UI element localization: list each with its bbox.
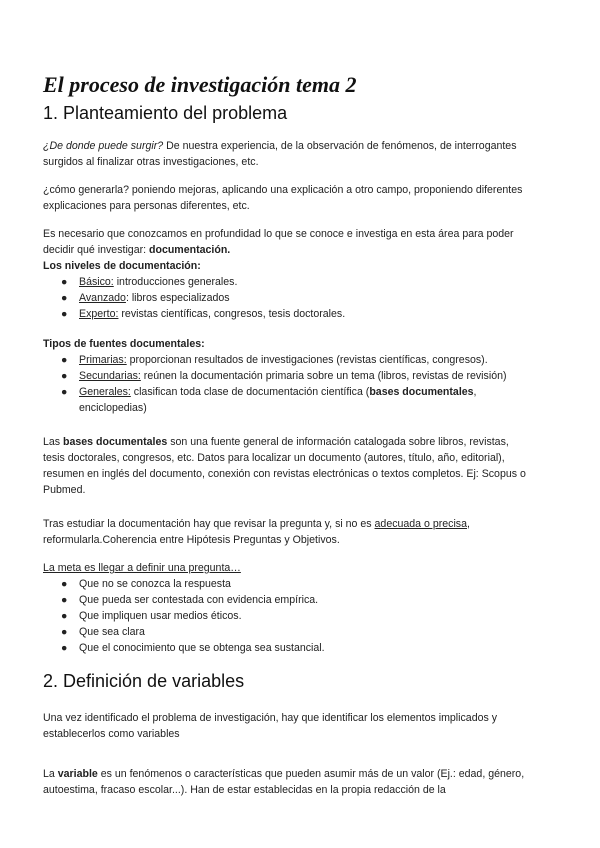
sources-heading: Tipos de fuentes documentales: bbox=[43, 338, 205, 350]
goal-text: Que pueda ser contestada con evidencia empírica. bbox=[79, 594, 319, 606]
documentation-keyword: documentación. bbox=[149, 244, 231, 256]
levels-list bbox=[43, 274, 533, 322]
goal-text: Que el conocimiento que se obtenga sea sustancial. bbox=[79, 642, 325, 654]
section-2-heading: 2. Definición de variables bbox=[43, 671, 245, 691]
document-title: El proceso de investigación tema 2 bbox=[43, 72, 357, 97]
section-1-heading: 1. Planteamiento del problema bbox=[43, 103, 288, 123]
origin-question: ¿De donde puede surgir? bbox=[43, 140, 164, 152]
databases-keyword: bases documentales bbox=[63, 436, 168, 448]
source-text: reúnen la documentación primaria sobre un tema (libros, revistas de revisión) bbox=[140, 370, 507, 382]
documentation-text: Es necesario que conozcamos en profundidad lo que se conoce e investiga en esta área para poder decidir qué investigar: bbox=[43, 228, 514, 256]
paragraph-generate: ¿cómo generarla? poniendo mejoras, aplicando una explicación a otro campo, proponiendo diferentes explicaciones para personas diferentes, etc. bbox=[43, 184, 523, 212]
source-text: proporcionan resultados de investigaciones (revistas científicas, congresos). bbox=[126, 354, 488, 366]
document-page bbox=[43, 72, 533, 798]
goals-list bbox=[43, 576, 533, 656]
paragraph-review bbox=[43, 516, 533, 548]
paragraph-databases bbox=[43, 434, 533, 498]
list-item bbox=[43, 608, 533, 624]
origin-text: De nuestra experiencia, de la observación de fenómenos, de interrogantes surgidos al finalizar otras investigaciones, etc. bbox=[43, 140, 517, 168]
databases-text: son una fuente general de información catalogada sobre libros, revistas, tesis doctorales, congresos, etc. Datos para localizar un documento (autores, título, año, editorial), resumen en inglés del documento, conexión con revistas electrónicas o textos completos. Ej: Scopus o Pubmed. bbox=[43, 436, 526, 496]
bullet-icon: ● bbox=[61, 276, 68, 288]
list-item bbox=[43, 368, 533, 384]
list-item bbox=[43, 576, 533, 592]
list-item bbox=[43, 640, 533, 656]
goal-heading: La meta es llegar a definir una pregunta… bbox=[43, 562, 241, 574]
level-text: : libros especializados bbox=[125, 292, 230, 304]
goal-text: Que no se conozca la respuesta bbox=[79, 578, 231, 590]
bullet-icon: ● bbox=[61, 578, 68, 590]
list-item bbox=[43, 306, 533, 322]
paragraph-origin bbox=[43, 138, 533, 170]
review-underlined: adecuada o precisa bbox=[374, 518, 467, 530]
level-label: Avanzado bbox=[79, 292, 126, 304]
list-item bbox=[43, 352, 533, 368]
bullet-icon: ● bbox=[61, 610, 68, 622]
list-item bbox=[43, 384, 533, 416]
bullet-icon: ● bbox=[61, 370, 68, 382]
source-label: Secundarias: bbox=[79, 370, 141, 382]
bullet-icon: ● bbox=[61, 626, 68, 638]
review-tail: , reformularla.Coherencia entre Hipótesis Preguntas y Objetivos. bbox=[43, 518, 470, 546]
sources-list bbox=[43, 352, 533, 416]
bullet-icon: ● bbox=[61, 354, 68, 366]
paragraph-documentation bbox=[43, 226, 533, 258]
bullet-icon: ● bbox=[61, 594, 68, 606]
list-item bbox=[43, 624, 533, 640]
source-bold: bases documentales bbox=[369, 386, 474, 398]
variable-keyword: variable bbox=[57, 768, 98, 780]
level-label: Experto: bbox=[79, 308, 119, 320]
bullet-icon: ● bbox=[61, 642, 68, 654]
list-item bbox=[43, 290, 533, 306]
bullet-icon: ● bbox=[61, 386, 68, 398]
goal-text: Que impliquen usar medios éticos. bbox=[79, 610, 242, 622]
source-label: Primarias: bbox=[79, 354, 127, 366]
source-tail: , enciclopedias) bbox=[79, 386, 477, 414]
level-text: introducciones generales. bbox=[113, 276, 238, 288]
goal-text: Que sea clara bbox=[79, 626, 145, 638]
level-text: revistas científicas, congresos, tesis doctorales. bbox=[118, 308, 346, 320]
review-text: Tras estudiar la documentación hay que revisar la pregunta y, si no es bbox=[43, 518, 375, 530]
source-text: clasifican toda clase de documentación científica ( bbox=[130, 386, 370, 398]
bullet-icon: ● bbox=[61, 308, 68, 320]
levels-heading: Los niveles de documentación: bbox=[43, 260, 201, 272]
paragraph-variables-intro: Una vez identificado el problema de investigación, hay que identificar los elementos implicados y establecerlos como variables bbox=[43, 712, 498, 740]
databases-intro: Las bbox=[43, 436, 64, 448]
source-label: Generales: bbox=[79, 386, 131, 398]
bullet-icon: ● bbox=[61, 292, 68, 304]
paragraph-variable-definition bbox=[43, 766, 533, 798]
variable-intro: La bbox=[43, 768, 58, 780]
list-item bbox=[43, 592, 533, 608]
list-item bbox=[43, 274, 533, 290]
variable-text: es un fenómenos o características que pueden asumir más de un valor (Ej.: edad, género, autoestima, fracaso escolar...). Han de estar establecidas en la propia redacción de la bbox=[43, 768, 525, 796]
level-label: Básico: bbox=[79, 276, 114, 288]
